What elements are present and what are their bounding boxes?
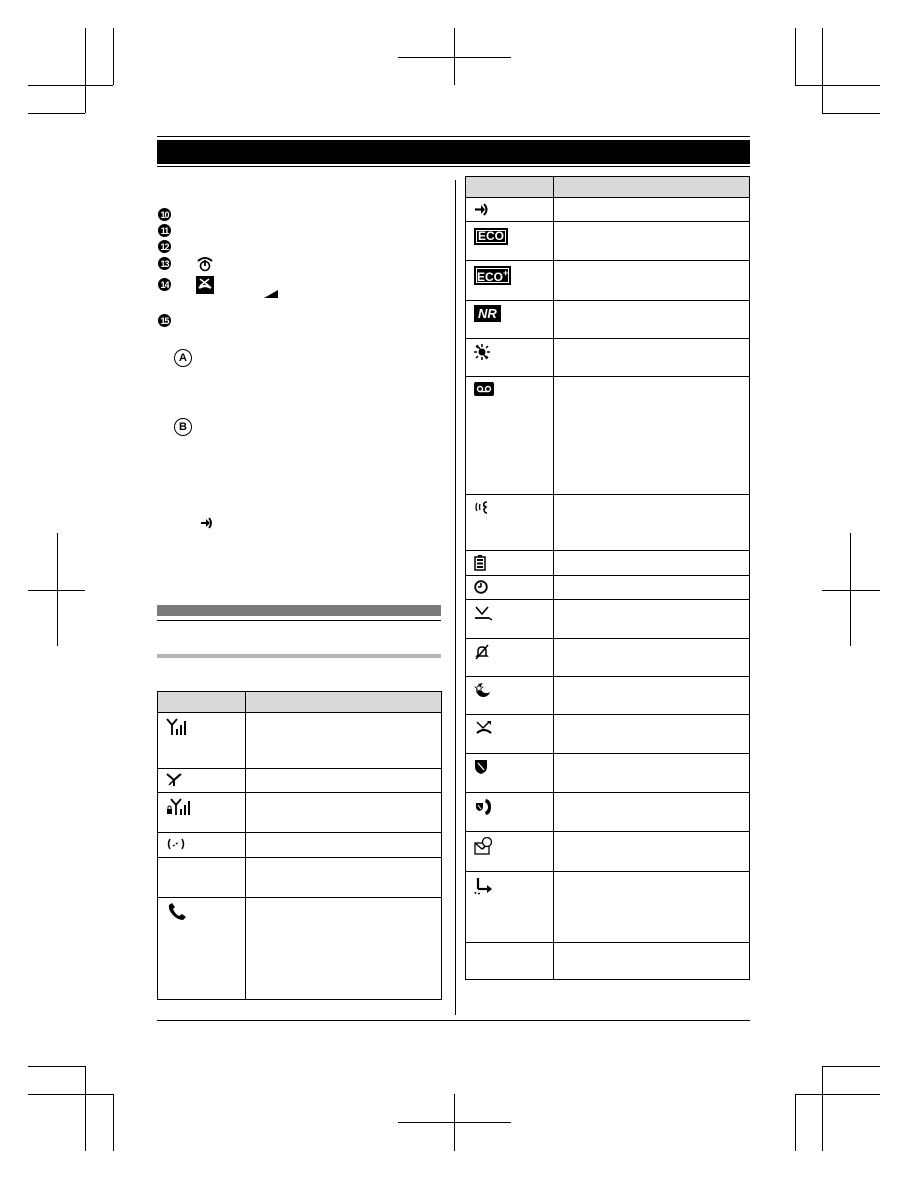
table-header-cell (554, 177, 750, 198)
table-row (466, 222, 750, 261)
nr-label: NR (478, 306, 497, 321)
signal-strength-icon (158, 713, 245, 736)
table-row (158, 713, 442, 769)
table-row (466, 301, 750, 339)
crop-mark (822, 1066, 880, 1067)
talking-caller-id-icon (466, 495, 553, 516)
table-row (158, 898, 442, 1000)
crop-mark (454, 1094, 455, 1151)
table-header-cell (158, 692, 246, 713)
table-row (158, 833, 442, 858)
table-row (466, 339, 750, 377)
battery-icon (466, 551, 553, 571)
no-call-icon (196, 276, 214, 294)
crop-mark (454, 28, 455, 85)
table-header-cell (246, 692, 442, 713)
clock-icon (466, 576, 553, 594)
call-forward-icon (466, 872, 553, 895)
crop-mark (795, 85, 880, 86)
eco-label: ECO (478, 229, 505, 243)
callout-letter-a: A (174, 349, 192, 367)
power-icon (195, 256, 215, 272)
number-badge: 13 (158, 257, 171, 270)
table-row (466, 576, 750, 600)
table-row (466, 551, 750, 576)
crop-mark (795, 1094, 880, 1095)
header-bar (157, 140, 750, 164)
crop-mark (850, 533, 851, 646)
table-row (466, 198, 750, 222)
crop-mark (113, 1094, 114, 1151)
table-row (466, 715, 750, 754)
header-rule (157, 136, 750, 137)
number-badge: 12 (158, 240, 171, 253)
night-mode-icon (466, 677, 553, 698)
crop-mark (85, 1066, 86, 1151)
crop-mark (28, 113, 85, 114)
crop-mark (822, 28, 823, 113)
table-row (158, 793, 442, 833)
locked-signal-icon (158, 793, 245, 816)
table-row (466, 832, 750, 872)
table-row (466, 377, 750, 495)
eco-icon (474, 228, 508, 245)
shield-icon (466, 754, 553, 775)
table-row (466, 261, 750, 301)
left-icon-table (157, 691, 442, 1000)
crop-mark (113, 28, 114, 85)
ringer-off-light-icon (466, 339, 553, 360)
footer-rule (157, 1020, 750, 1021)
crop-mark (85, 28, 86, 113)
noise-reduction-icon (474, 305, 501, 322)
table-header-cell (466, 177, 554, 198)
eco-label: ECO (477, 270, 504, 284)
crop-mark (795, 1094, 796, 1151)
missed-mail-icon (466, 600, 553, 621)
crop-mark (795, 28, 796, 85)
ringer-off-icon (466, 639, 553, 660)
callout-letter-b: B (174, 418, 192, 436)
right-icon-table (465, 176, 750, 980)
header-rule (157, 166, 750, 167)
call-block-icon (466, 715, 553, 736)
incoming-line-icon (200, 516, 214, 530)
crop-mark (822, 113, 880, 114)
out-of-range-antenna-icon (158, 769, 245, 787)
table-row (158, 858, 442, 898)
section-heading-bar (157, 605, 441, 616)
incoming-line-icon (466, 198, 553, 217)
table-row (466, 495, 750, 551)
number-badge: 14 (158, 278, 171, 291)
crop-mark (28, 85, 113, 86)
subsection-bar (157, 654, 441, 658)
crop-mark (28, 1066, 85, 1067)
handset-shield-icon (466, 793, 553, 816)
table-row (466, 872, 750, 943)
table-row (158, 769, 442, 793)
answering-machine-icon (466, 377, 553, 396)
volume-wedge-icon (264, 290, 278, 298)
column-divider (455, 180, 456, 1015)
number-badge: 15 (158, 314, 171, 327)
crop-mark (822, 1066, 823, 1151)
crop-mark (57, 533, 58, 646)
voice-mail-icon (466, 832, 553, 855)
table-row (466, 639, 750, 677)
table-row (466, 754, 750, 793)
table-row (466, 600, 750, 639)
number-badge: 11 (158, 224, 171, 237)
crop-mark (822, 590, 880, 591)
eco-plus-icon (474, 266, 511, 285)
intercom-icon (158, 833, 245, 850)
eco-plus-sup: + (503, 268, 509, 278)
number-badge: 10 (158, 208, 171, 221)
table-row (466, 943, 750, 980)
handset-talk-icon (158, 898, 245, 923)
section-rule (157, 620, 441, 621)
table-row (466, 793, 750, 832)
table-row (466, 677, 750, 715)
crop-mark (28, 1094, 113, 1095)
